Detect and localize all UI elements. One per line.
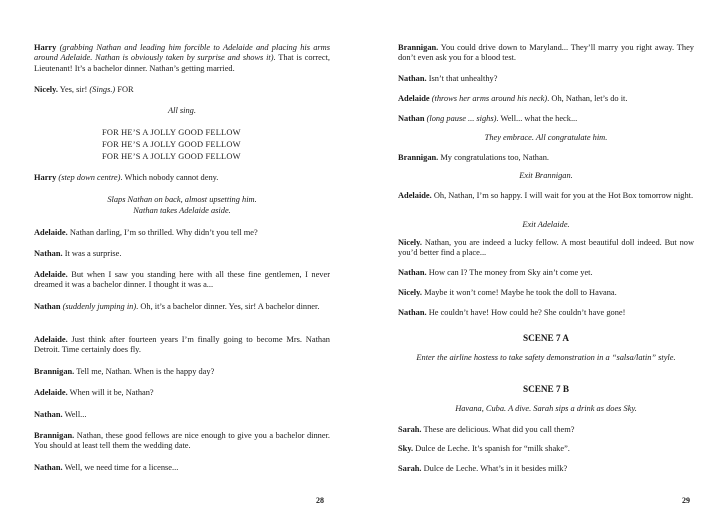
scene-direction: Enter the airline hostess to take safety demonstration in a “salsa/latin” style. <box>416 353 676 362</box>
stage-direction: (step down centre) <box>58 173 121 182</box>
speaker-name: Nathan. <box>398 308 427 317</box>
speaker-name: Brannigan. <box>398 153 439 162</box>
scene-heading: SCENE 7 A <box>523 333 569 343</box>
dialogue-nathan-7 <box>398 268 694 278</box>
dialogue-text: . Which nobody cannot deny. <box>120 173 219 182</box>
scene-heading: SCENE 7 B <box>523 384 569 394</box>
dialogue-text: Nathan, these good fellows are nice enough to give you a bachelor dinner. You should at least tell them the wedding date. <box>34 431 330 451</box>
dialogue-text: FOR <box>115 85 134 94</box>
dialogue-adelaide-2 <box>34 270 330 291</box>
speaker-name: Nathan. <box>398 268 427 277</box>
page-number: 29 <box>682 496 690 505</box>
dialogue-text: When will it be, Nathan? <box>67 388 154 397</box>
dialogue-nathan-5 <box>398 74 694 84</box>
speaker-name: Adelaide. <box>34 335 68 344</box>
speaker-name: Adelaide. <box>34 388 68 397</box>
speaker-name: Adelaide. <box>398 191 432 200</box>
dialogue-text: Yes, sir! <box>57 85 90 94</box>
dialogue-text: How can I? The money from Sky ain’t come yet. <box>426 268 593 277</box>
dialogue-nathan-3 <box>34 410 330 420</box>
stage-direction-aside: Nathan takes Adelaide aside. <box>133 206 231 215</box>
dialogue-adelaide-6 <box>398 191 694 201</box>
speaker-name: Brannigan. <box>34 367 75 376</box>
stage-direction-embrace: They embrace. All congratulate him. <box>484 133 608 142</box>
song-lyric-line: FOR HE’S A JOLLY GOOD FELLOW <box>102 128 241 137</box>
dialogue-nathan-2 <box>34 302 330 312</box>
dialogue-text: Oh, Nathan, I’m so happy. I will wait for you at the Hot Box tomorrow night. <box>431 191 694 200</box>
dialogue-text: You could drive down to Maryland... They’ll marry you right away. They don’t even ask you for a blood test. <box>398 43 694 63</box>
dialogue-text: . Oh, Nathan, let’s do it. <box>547 94 628 103</box>
dialogue-nicely-3 <box>398 288 694 298</box>
dialogue-nathan-4 <box>34 463 330 473</box>
song-lyric-line: FOR HE’S A JOLLY GOOD FELLOW <box>102 152 241 161</box>
dialogue-text: Just think after fourteen years I’m finally going to become Mrs. Nathan Detroit. Time certainly does fly. <box>34 335 330 355</box>
speaker-name: Nicely. <box>34 85 58 94</box>
speaker-name: Brannigan. <box>398 43 439 52</box>
dialogue-adelaide-5 <box>398 94 694 104</box>
dialogue-harry-2 <box>34 173 330 183</box>
dialogue-text: It was a surprise. <box>62 249 122 258</box>
right-page <box>364 0 728 527</box>
speaker-name: Nathan <box>398 114 425 123</box>
dialogue-nathan-8 <box>398 308 694 318</box>
speaker-name: Nathan. <box>34 463 63 472</box>
dialogue-sarah-2 <box>398 464 694 474</box>
speaker-name: Sarah. <box>398 464 422 473</box>
speaker-name: Nathan. <box>34 249 63 258</box>
dialogue-text: My congratulations too, Nathan. <box>438 153 549 162</box>
speaker-name: Sky. <box>398 444 414 453</box>
dialogue-text: But when I saw you standing here with all these fine gentlemen, I never dreamed it was a bachelor dinner. I thought it was a... <box>34 270 330 290</box>
dialogue-text: Well... <box>62 410 87 419</box>
speaker-name: Nathan. <box>398 74 427 83</box>
speaker-name: Nathan <box>34 302 61 311</box>
dialogue-brannigan-3 <box>398 43 694 64</box>
dialogue-brannigan-2 <box>34 431 330 452</box>
speaker-name: Harry <box>34 43 57 52</box>
speaker-name: Brannigan. <box>34 431 75 440</box>
stage-direction-slaps: Slaps Nathan on back, almost upsetting him. <box>107 195 257 204</box>
dialogue-text: Tell me, Nathan. When is the happy day? <box>74 367 215 376</box>
stage-direction-exit-brannigan: Exit Brannigan. <box>519 171 573 180</box>
stage-direction: (Sings.) <box>89 85 116 94</box>
song-lyric-line: FOR HE’S A JOLLY GOOD FELLOW <box>102 140 241 149</box>
stage-direction-exit-adelaide: Exit Adelaide. <box>522 220 570 229</box>
speaker-name: Nathan. <box>34 410 63 419</box>
dialogue-nicely-1 <box>34 85 330 95</box>
stage-direction: (long pause ... sighs) <box>426 114 497 123</box>
speaker-name: Adelaide <box>398 94 430 103</box>
dialogue-brannigan-4 <box>398 153 694 163</box>
dialogue-harry-1 <box>34 43 330 74</box>
stage-direction: (suddenly jumping in) <box>62 302 137 311</box>
speaker-name: Nicely. <box>398 238 422 247</box>
speaker-name: Sarah. <box>398 425 422 434</box>
dialogue-text: He couldn’t have! How could he? She couldn’t have gone! <box>426 308 626 317</box>
dialogue-brannigan-1 <box>34 367 330 377</box>
dialogue-sarah-1 <box>398 425 694 435</box>
dialogue-text: Nathan, you are indeed a lucky fellow. A most beautiful doll indeed. But now you’d better find a place... <box>398 238 694 258</box>
dialogue-text: Dulce de Leche. What’s in it besides milk? <box>421 464 568 473</box>
dialogue-text: Isn’t that unhealthy? <box>426 74 498 83</box>
dialogue-text: These are delicious. What did you call them? <box>421 425 575 434</box>
dialogue-nathan-6 <box>398 114 694 124</box>
dialogue-text: . That is correct, Lieutenant! It’s a bachelor dinner. Nathan’s getting married. <box>34 53 331 73</box>
dialogue-adelaide-1 <box>34 228 330 238</box>
dialogue-text: Maybe it won’t come! Maybe he took the doll to Havana. <box>421 288 617 297</box>
page-number: 28 <box>316 496 324 505</box>
dialogue-text: . Well... what the heck... <box>496 114 578 123</box>
stage-direction: (grabbing Nathan and leading him forcible to Adelaide and placing his arms around Adelaide. Nathan is obviously taken by surprise and shows it) <box>34 43 330 63</box>
dialogue-text: Well, we need time for a license... <box>62 463 179 472</box>
speaker-name: Nicely. <box>398 288 422 297</box>
dialogue-text: . Oh, it’s a bachelor dinner. Yes, sir! A bachelor dinner. <box>136 302 320 311</box>
dialogue-adelaide-3 <box>34 335 330 356</box>
dialogue-text: Nathan darling, I’m so thrilled. Why didn’t you tell me? <box>67 228 258 237</box>
dialogue-nathan-1 <box>34 249 330 259</box>
scene-direction: Havana, Cuba. A dive. Sarah sips a drink as does Sky. <box>455 404 637 413</box>
stage-direction: (throws her arms around his neck) <box>431 94 548 103</box>
speaker-name: Harry <box>34 173 57 182</box>
dialogue-adelaide-4 <box>34 388 330 398</box>
dialogue-sky-1 <box>398 444 694 454</box>
stage-direction-all-sing: All sing. <box>168 106 196 115</box>
speaker-name: Adelaide. <box>34 228 68 237</box>
dialogue-nicely-2 <box>398 238 694 259</box>
dialogue-text: Dulce de Leche. It’s spanish for “milk shake”. <box>413 444 570 453</box>
speaker-name: Adelaide. <box>34 270 68 279</box>
